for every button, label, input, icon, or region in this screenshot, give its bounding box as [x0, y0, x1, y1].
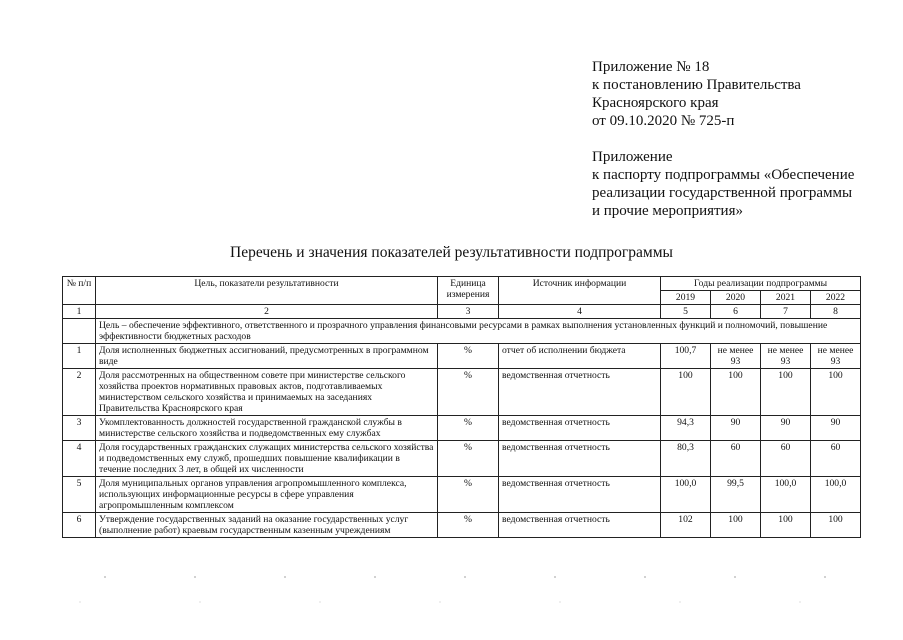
header-line: к паспорту подпрограммы «Обеспечение	[592, 167, 855, 183]
header-line: Приложение	[592, 149, 673, 165]
header-line: и прочие мероприятия»	[592, 203, 743, 219]
value-2021: 100	[761, 369, 811, 416]
column-number: 6	[711, 305, 761, 319]
year-cell: 2021	[761, 291, 811, 305]
table-row	[63, 369, 861, 416]
unit-cell: %	[438, 344, 499, 369]
header-number: № п/п	[63, 277, 96, 305]
unit-cell: %	[438, 477, 499, 513]
table-row	[63, 416, 861, 441]
value-2019: 80,3	[661, 441, 711, 477]
column-number: 7	[761, 305, 811, 319]
indicator-name: Утверждение государственных заданий на оказание государственных услуг (выполнение работ) краевым государственным казенным учреждениям	[96, 513, 438, 538]
column-number: 8	[811, 305, 861, 319]
value-2021: 100,0	[761, 477, 811, 513]
indicator-name: Доля рассмотренных на общественном совете при министерстве сельского хозяйства проектов нормативных правовых актов, подготавливаемых министерством сельского хозяйства и принимаемых на заседаниях Правительства Красноярского края	[96, 369, 438, 416]
header-line: реализации государственной программы	[592, 185, 853, 201]
header-line: Приложение № 18	[592, 59, 710, 75]
value-2019: 100,7	[661, 344, 711, 369]
header-line: от 09.10.2020 № 725-п	[592, 113, 735, 129]
column-number: 3	[438, 305, 499, 319]
header-goal: Цель, показатели результативности	[96, 277, 438, 305]
indicator-name: Доля государственных гражданских служащих министерства сельского хозяйства и подведомственных ему служб, прошедших повышение квалификации в течение последних 3 лет, в общей их численности	[96, 441, 438, 477]
row-number: 3	[63, 416, 96, 441]
value-2021: не менее 93	[761, 344, 811, 369]
source-cell: отчет об исполнении бюджета	[499, 344, 661, 369]
value-2020: 100	[711, 369, 761, 416]
value-2019: 94,3	[661, 416, 711, 441]
value-2019: 100	[661, 369, 711, 416]
value-2020: 100	[711, 513, 761, 538]
indicator-name: Доля исполненных бюджетных ассигнований, предусмотренных в программном виде	[96, 344, 438, 369]
indicator-name: Доля муниципальных органов управления агропромышленного комплекса, использующих информационные ресурсы в сфере управления агропромышленным комплексом	[96, 477, 438, 513]
source-cell: ведомственная отчетность	[499, 416, 661, 441]
value-2022: 100	[811, 513, 861, 538]
table-row	[63, 441, 861, 477]
goal-empty-cell	[63, 319, 96, 344]
document-title: Перечень и значения показателей результативности подпрограммы	[230, 244, 673, 261]
value-2021: 90	[761, 416, 811, 441]
row-number: 4	[63, 441, 96, 477]
value-2020: 99,5	[711, 477, 761, 513]
unit-cell: %	[438, 416, 499, 441]
value-2020: не менее 93	[711, 344, 761, 369]
header-unit: Единица измерения	[438, 277, 499, 305]
table-row	[63, 344, 861, 369]
goal-text: Цель – обеспечение эффективного, ответственного и прозрачного управления финансовыми ресурсами в рамках выполнения установленных функций и полномочий, повышение эффективности бюджетных расходов	[96, 319, 861, 344]
year-cell: 2022	[811, 291, 861, 305]
column-number: 2	[96, 305, 438, 319]
year-cell: 2019	[661, 291, 711, 305]
table-header-row	[63, 277, 861, 291]
scan-noise	[20, 600, 880, 604]
header-years: Годы реализации подпрограммы	[661, 277, 861, 291]
row-number: 2	[63, 369, 96, 416]
goal-row	[63, 319, 861, 344]
source-cell: ведомственная отчетность	[499, 441, 661, 477]
indicators-table	[62, 276, 861, 538]
column-number: 5	[661, 305, 711, 319]
value-2022: 90	[811, 416, 861, 441]
scan-noise	[60, 575, 860, 579]
source-cell: ведомственная отчетность	[499, 513, 661, 538]
value-2020: 60	[711, 441, 761, 477]
value-2019: 102	[661, 513, 711, 538]
row-number: 1	[63, 344, 96, 369]
table-row	[63, 513, 861, 538]
header-source: Источник информации	[499, 277, 661, 305]
value-2022: 60	[811, 441, 861, 477]
column-number: 1	[63, 305, 96, 319]
document-header	[592, 58, 854, 220]
unit-cell: %	[438, 369, 499, 416]
value-2021: 100	[761, 513, 811, 538]
value-2020: 90	[711, 416, 761, 441]
value-2022: не менее 93	[811, 344, 861, 369]
column-number: 4	[499, 305, 661, 319]
value-2019: 100,0	[661, 477, 711, 513]
value-2022: 100,0	[811, 477, 861, 513]
header-line: Красноярского края	[592, 95, 719, 111]
column-number-row	[63, 305, 861, 319]
year-cell: 2020	[711, 291, 761, 305]
header-line: к постановлению Правительства	[592, 77, 801, 93]
unit-cell: %	[438, 441, 499, 477]
row-number: 6	[63, 513, 96, 538]
source-cell: ведомственная отчетность	[499, 477, 661, 513]
row-number: 5	[63, 477, 96, 513]
source-cell: ведомственная отчетность	[499, 369, 661, 416]
value-2022: 100	[811, 369, 861, 416]
indicator-name: Укомплектованность должностей государственной гражданской службы в министерстве сельского хозяйства и подведомственных ему службах	[96, 416, 438, 441]
table-row	[63, 477, 861, 513]
value-2021: 60	[761, 441, 811, 477]
unit-cell: %	[438, 513, 499, 538]
